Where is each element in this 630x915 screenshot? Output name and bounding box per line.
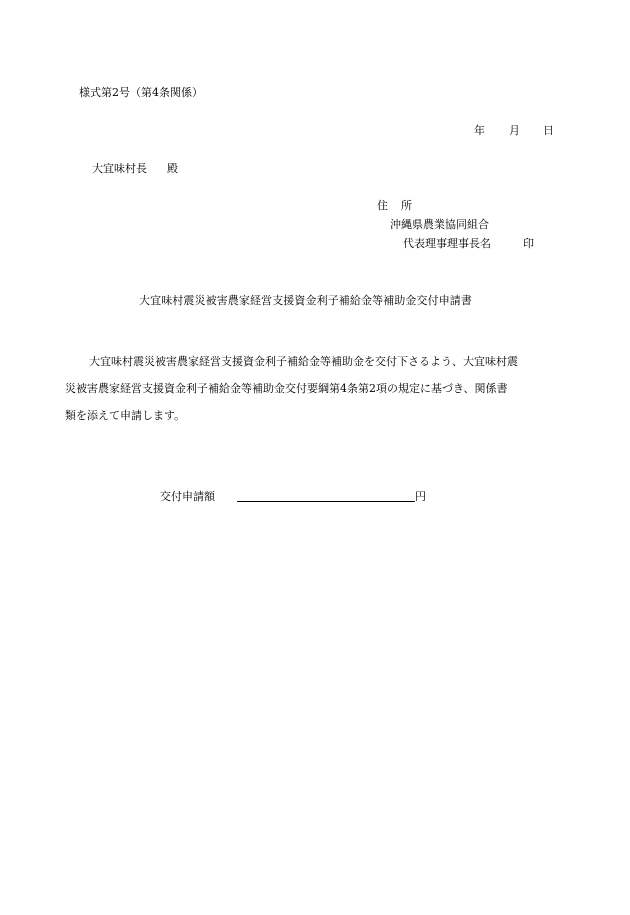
applicant-organization: 沖縄県農業協同組合 <box>390 218 489 231</box>
applicant-address-label <box>377 197 412 213</box>
addressee-honorific: 殿 <box>167 162 178 175</box>
body-line-1: 大宜味村震災被害農家経営支援資金利子補給金等補助金を交付下さるよう、大宜味村震 <box>89 355 518 368</box>
date-year-label: 年 <box>474 124 485 137</box>
amount-unit: 円 <box>415 490 426 503</box>
date-day-label: 日 <box>543 124 554 137</box>
date-line <box>474 122 554 138</box>
body-line-3: 類を添えて申請します。 <box>65 409 186 422</box>
date-month-label: 月 <box>509 124 520 137</box>
form-number: 様式第2号（第4条関係） <box>79 86 203 99</box>
amount-blank-field[interactable] <box>237 489 415 502</box>
addressee-name: 大宜味村長 <box>92 162 147 175</box>
addressee <box>92 160 178 176</box>
body-text <box>65 348 560 429</box>
seal-mark: 印 <box>523 237 534 250</box>
address-label-part-1: 住 <box>377 199 388 212</box>
applicant-representative: 代表理事理事長名 <box>403 237 491 250</box>
body-line-2: 災被害農家経営支援資金利子補給金等補助金交付要綱第4条第2項の規定に基づき、関係書 <box>65 382 508 395</box>
document-title: 大宜味村震災被害農家経営支援資金利子補給金等補助金交付申請書 <box>139 294 472 307</box>
address-label-part-2: 所 <box>401 199 412 212</box>
amount-row <box>160 488 426 504</box>
applicant-representative-line <box>403 235 534 251</box>
amount-label: 交付申請額 <box>160 490 215 503</box>
